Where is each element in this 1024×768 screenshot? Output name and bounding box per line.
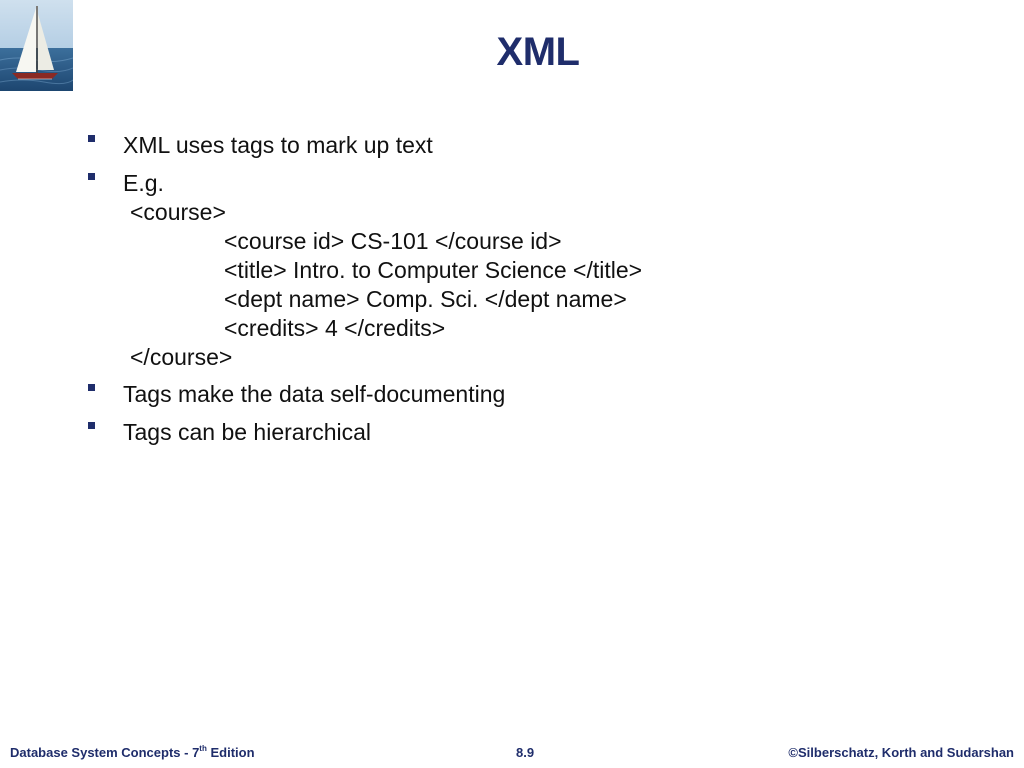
slide-title: XML <box>496 30 580 74</box>
bullet-text: Tags can be hierarchical <box>123 419 372 445</box>
code-line: <title> Intro. to Computer Science </title> <box>224 257 643 283</box>
bullet-text: E.g. <box>123 170 164 196</box>
code-line: <credits> 4 </credits> <box>224 315 446 341</box>
code-open-tag: <course> <box>130 199 226 225</box>
bullet-item <box>0 130 900 160</box>
footer-edition-ordinal: th <box>199 744 207 753</box>
footer-book-title <box>10 745 255 760</box>
code-line: <course id> CS-101 </course id> <box>224 228 562 254</box>
bullet-item <box>0 168 900 198</box>
square-bullet-icon <box>88 384 95 391</box>
footer-book-title-suffix: Edition <box>206 745 255 760</box>
code-line: <dept name> Comp. Sci. </dept name> <box>224 286 627 312</box>
bullet-item <box>0 417 900 447</box>
square-bullet-icon <box>88 173 95 180</box>
footer-copyright: ©Silberschatz, Korth and Sudarshan <box>788 745 1014 760</box>
square-bullet-icon <box>88 422 95 429</box>
footer-page-number: 8.9 <box>516 745 535 760</box>
square-bullet-icon <box>88 135 95 142</box>
footer-book-title-prefix: Database System Concepts - 7 <box>10 745 200 760</box>
bullet-item <box>0 379 900 409</box>
bullet-text: Tags make the data self-documenting <box>123 381 506 407</box>
code-close-tag: </course> <box>130 344 233 370</box>
bullet-text: XML uses tags to mark up text <box>123 132 433 158</box>
